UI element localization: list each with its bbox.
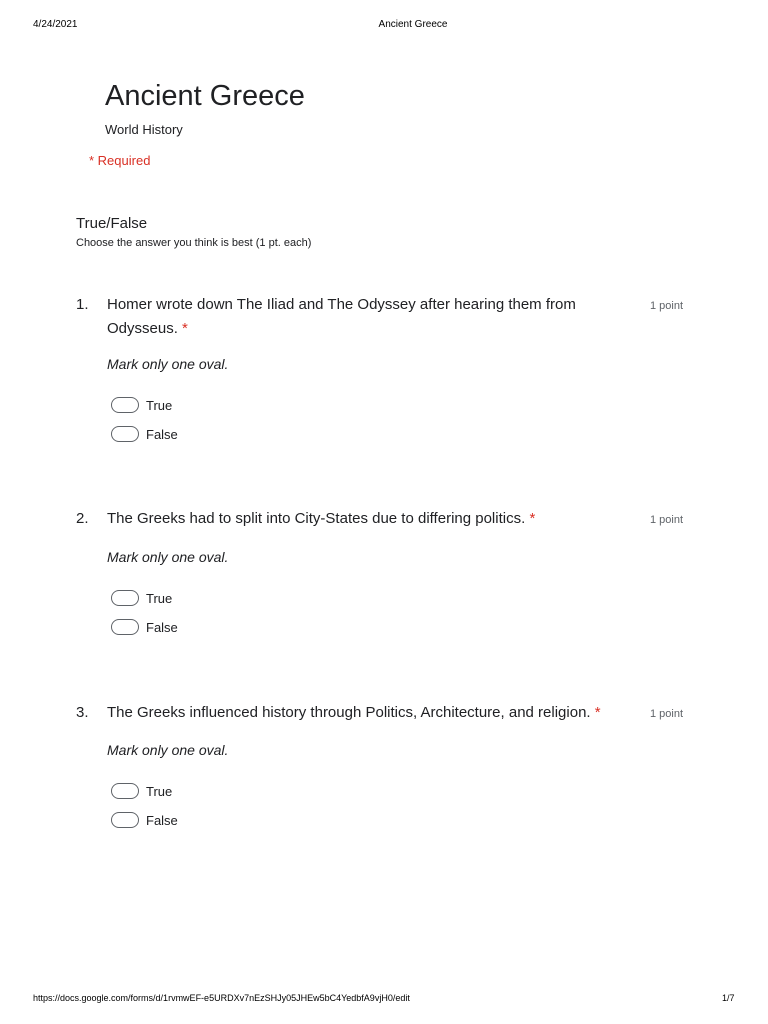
required-note: * Required — [89, 153, 151, 168]
print-url: https://docs.google.com/forms/d/1rvmwEF-e5URDXv7nEzSHJy05JHEw5bC4YedbfA9vjH0/edit — [33, 993, 410, 1003]
question-number: 2. — [76, 510, 89, 527]
oval-radio[interactable] — [111, 619, 139, 635]
print-date: 4/24/2021 — [33, 19, 78, 30]
question-text — [107, 507, 627, 531]
option-label: False — [146, 426, 178, 442]
option-label: True — [146, 397, 173, 413]
oval-radio[interactable] — [111, 783, 139, 799]
option-false[interactable] — [111, 810, 178, 830]
question-instruction: Mark only one oval. — [107, 356, 229, 372]
option-label: True — [146, 590, 173, 606]
section-description: Choose the answer you think is best (1 pt. each) — [76, 237, 312, 249]
oval-radio[interactable] — [111, 397, 139, 413]
question-points: 1 point — [650, 300, 684, 312]
question-instruction: Mark only one oval. — [107, 742, 229, 758]
required-asterisk: * — [182, 320, 188, 337]
question-points: 1 point — [650, 708, 684, 720]
form-title: Ancient Greece — [105, 80, 305, 112]
option-false[interactable] — [111, 424, 178, 444]
form-subtitle: World History — [105, 122, 183, 137]
question-points: 1 point — [650, 514, 684, 526]
required-asterisk: * — [594, 704, 601, 721]
option-label: False — [146, 619, 178, 635]
question-text-body: The Greeks influenced history through Politics, Architecture, and religion. — [107, 704, 591, 721]
required-asterisk: * — [529, 510, 536, 527]
question-text-body: Homer wrote down The Iliad and The Odyssey after hearing them from Odysseus. — [107, 296, 576, 337]
option-true[interactable] — [111, 781, 172, 801]
option-label: False — [146, 812, 178, 828]
question-number: 1. — [76, 296, 89, 313]
oval-radio[interactable] — [111, 426, 139, 442]
question-text — [107, 701, 647, 725]
section-title: True/False — [76, 215, 148, 232]
page-number: 1/7 — [722, 993, 735, 1003]
oval-radio[interactable] — [111, 590, 139, 606]
print-page-title: Ancient Greece — [378, 19, 448, 30]
question-text-body: The Greeks had to split into City-States due to differing politics. — [107, 510, 526, 527]
option-label: True — [146, 783, 173, 799]
option-true[interactable] — [111, 588, 172, 608]
option-true[interactable] — [111, 395, 172, 415]
question-number: 3. — [76, 704, 89, 721]
oval-radio[interactable] — [111, 812, 139, 828]
question-instruction: Mark only one oval. — [107, 549, 229, 565]
option-false[interactable] — [111, 617, 178, 637]
question-text — [107, 293, 627, 341]
